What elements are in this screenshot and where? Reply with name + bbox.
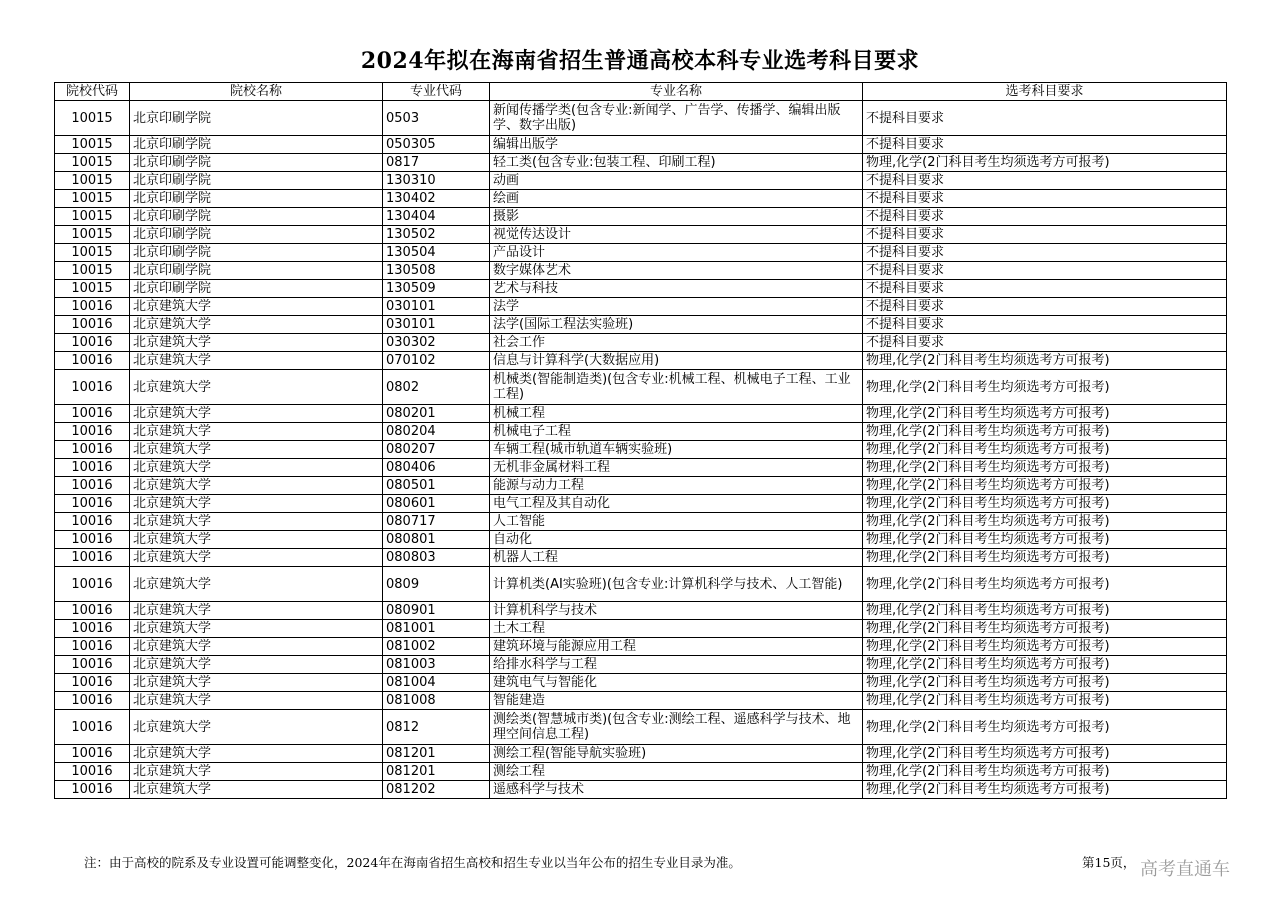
major-name-cell: 社会工作 bbox=[490, 334, 863, 352]
school-code-cell: 10016 bbox=[55, 441, 130, 459]
requirement-cell: 物理,化学(2门科目考生均须选考方可报考) bbox=[863, 441, 1227, 459]
table-row bbox=[55, 477, 1227, 495]
school-code-cell: 10015 bbox=[55, 190, 130, 208]
table-row bbox=[55, 244, 1227, 262]
requirement-cell: 物理,化学(2门科目考生均须选考方可报考) bbox=[863, 477, 1227, 495]
major-code-cell: 130310 bbox=[383, 172, 490, 190]
table-row bbox=[55, 674, 1227, 692]
major-name-cell: 法学(国际工程法实验班) bbox=[490, 316, 863, 334]
major-code-cell: 081003 bbox=[383, 656, 490, 674]
major-name-cell: 车辆工程(城市轨道车辆实验班) bbox=[490, 441, 863, 459]
school-name-cell: 北京建筑大学 bbox=[130, 692, 383, 710]
requirement-cell: 物理,化学(2门科目考生均须选考方可报考) bbox=[863, 710, 1227, 745]
major-code-cell: 081004 bbox=[383, 674, 490, 692]
major-code-cell: 130402 bbox=[383, 190, 490, 208]
school-code-cell: 10016 bbox=[55, 763, 130, 781]
school-code-cell: 10016 bbox=[55, 656, 130, 674]
requirement-cell: 不提科目要求 bbox=[863, 244, 1227, 262]
major-code-cell: 0809 bbox=[383, 567, 490, 602]
major-name-cell: 编辑出版学 bbox=[490, 136, 863, 154]
major-name-cell: 机器人工程 bbox=[490, 549, 863, 567]
table-row bbox=[55, 298, 1227, 316]
school-code-cell: 10015 bbox=[55, 172, 130, 190]
school-code-cell: 10015 bbox=[55, 101, 130, 136]
school-name-cell: 北京建筑大学 bbox=[130, 423, 383, 441]
major-name-cell: 轻工类(包含专业:包装工程、印刷工程) bbox=[490, 154, 863, 172]
school-code-cell: 10016 bbox=[55, 459, 130, 477]
major-name-cell: 绘画 bbox=[490, 190, 863, 208]
requirement-cell: 不提科目要求 bbox=[863, 316, 1227, 334]
major-name-cell: 视觉传达设计 bbox=[490, 226, 863, 244]
school-name-cell: 北京建筑大学 bbox=[130, 638, 383, 656]
major-code-cell: 050305 bbox=[383, 136, 490, 154]
school-name-cell: 北京建筑大学 bbox=[130, 567, 383, 602]
requirement-cell: 不提科目要求 bbox=[863, 101, 1227, 136]
requirement-cell: 不提科目要求 bbox=[863, 136, 1227, 154]
major-code-cell: 080201 bbox=[383, 405, 490, 423]
requirement-cell: 不提科目要求 bbox=[863, 262, 1227, 280]
table-row bbox=[55, 459, 1227, 477]
school-code-cell: 10016 bbox=[55, 620, 130, 638]
table-row bbox=[55, 316, 1227, 334]
major-code-cell: 081201 bbox=[383, 745, 490, 763]
requirement-cell: 不提科目要求 bbox=[863, 334, 1227, 352]
school-code-cell: 10015 bbox=[55, 226, 130, 244]
table-body bbox=[55, 101, 1227, 799]
major-code-cell: 0817 bbox=[383, 154, 490, 172]
table-row bbox=[55, 352, 1227, 370]
table-row bbox=[55, 495, 1227, 513]
requirement-cell: 不提科目要求 bbox=[863, 208, 1227, 226]
table-row bbox=[55, 531, 1227, 549]
table-row bbox=[55, 781, 1227, 799]
major-name-cell: 动画 bbox=[490, 172, 863, 190]
requirement-cell: 不提科目要求 bbox=[863, 172, 1227, 190]
school-code-cell: 10016 bbox=[55, 513, 130, 531]
school-code-cell: 10016 bbox=[55, 567, 130, 602]
school-name-cell: 北京建筑大学 bbox=[130, 477, 383, 495]
requirement-cell: 物理,化学(2门科目考生均须选考方可报考) bbox=[863, 638, 1227, 656]
major-code-cell: 130509 bbox=[383, 280, 490, 298]
major-name-cell: 人工智能 bbox=[490, 513, 863, 531]
header-school-name: 院校名称 bbox=[130, 83, 383, 101]
major-name-cell: 机械类(智能制造类)(包含专业:机械工程、机械电子工程、工业工程) bbox=[490, 370, 863, 405]
major-name-cell: 数字媒体艺术 bbox=[490, 262, 863, 280]
table-row bbox=[55, 370, 1227, 405]
school-code-cell: 10015 bbox=[55, 154, 130, 172]
requirement-cell: 不提科目要求 bbox=[863, 226, 1227, 244]
requirement-cell: 不提科目要求 bbox=[863, 298, 1227, 316]
major-code-cell: 080406 bbox=[383, 459, 490, 477]
school-name-cell: 北京建筑大学 bbox=[130, 405, 383, 423]
major-name-cell: 计算机类(AI实验班)(包含专业:计算机科学与技术、人工智能) bbox=[490, 567, 863, 602]
requirement-cell: 物理,化学(2门科目考生均须选考方可报考) bbox=[863, 620, 1227, 638]
major-code-cell: 030101 bbox=[383, 298, 490, 316]
major-code-cell: 080801 bbox=[383, 531, 490, 549]
major-name-cell: 法学 bbox=[490, 298, 863, 316]
school-name-cell: 北京建筑大学 bbox=[130, 531, 383, 549]
school-name-cell: 北京建筑大学 bbox=[130, 745, 383, 763]
requirement-cell: 物理,化学(2门科目考生均须选考方可报考) bbox=[863, 495, 1227, 513]
major-code-cell: 0802 bbox=[383, 370, 490, 405]
major-name-cell: 无机非金属材料工程 bbox=[490, 459, 863, 477]
school-name-cell: 北京建筑大学 bbox=[130, 316, 383, 334]
requirement-cell: 物理,化学(2门科目考生均须选考方可报考) bbox=[863, 154, 1227, 172]
major-name-cell: 建筑环境与能源应用工程 bbox=[490, 638, 863, 656]
table-row bbox=[55, 620, 1227, 638]
school-name-cell: 北京建筑大学 bbox=[130, 441, 383, 459]
school-code-cell: 10016 bbox=[55, 692, 130, 710]
table-row bbox=[55, 190, 1227, 208]
school-code-cell: 10016 bbox=[55, 531, 130, 549]
major-name-cell: 摄影 bbox=[490, 208, 863, 226]
school-name-cell: 北京建筑大学 bbox=[130, 352, 383, 370]
major-name-cell: 自动化 bbox=[490, 531, 863, 549]
school-code-cell: 10016 bbox=[55, 781, 130, 799]
school-code-cell: 10015 bbox=[55, 280, 130, 298]
school-name-cell: 北京建筑大学 bbox=[130, 781, 383, 799]
requirement-cell: 物理,化学(2门科目考生均须选考方可报考) bbox=[863, 531, 1227, 549]
major-name-cell: 计算机科学与技术 bbox=[490, 602, 863, 620]
major-code-cell: 0503 bbox=[383, 101, 490, 136]
table-row bbox=[55, 549, 1227, 567]
major-name-cell: 电气工程及其自动化 bbox=[490, 495, 863, 513]
major-code-cell: 081202 bbox=[383, 781, 490, 799]
school-name-cell: 北京建筑大学 bbox=[130, 674, 383, 692]
major-name-cell: 测绘工程(智能导航实验班) bbox=[490, 745, 863, 763]
school-name-cell: 北京印刷学院 bbox=[130, 154, 383, 172]
school-code-cell: 10016 bbox=[55, 710, 130, 745]
school-code-cell: 10016 bbox=[55, 495, 130, 513]
requirement-cell: 物理,化学(2门科目考生均须选考方可报考) bbox=[863, 423, 1227, 441]
table-row bbox=[55, 763, 1227, 781]
requirement-cell: 物理,化学(2门科目考生均须选考方可报考) bbox=[863, 602, 1227, 620]
requirement-cell: 物理,化学(2门科目考生均须选考方可报考) bbox=[863, 656, 1227, 674]
major-code-cell: 080501 bbox=[383, 477, 490, 495]
header-major-name: 专业名称 bbox=[490, 83, 863, 101]
school-name-cell: 北京印刷学院 bbox=[130, 280, 383, 298]
major-name-cell: 土木工程 bbox=[490, 620, 863, 638]
school-code-cell: 10016 bbox=[55, 352, 130, 370]
table-row bbox=[55, 710, 1227, 745]
table-row bbox=[55, 226, 1227, 244]
school-code-cell: 10016 bbox=[55, 316, 130, 334]
major-name-cell: 给排水科学与工程 bbox=[490, 656, 863, 674]
requirement-cell: 物理,化学(2门科目考生均须选考方可报考) bbox=[863, 370, 1227, 405]
table-row bbox=[55, 280, 1227, 298]
table-row bbox=[55, 136, 1227, 154]
school-name-cell: 北京印刷学院 bbox=[130, 262, 383, 280]
school-code-cell: 10016 bbox=[55, 298, 130, 316]
major-name-cell: 建筑电气与智能化 bbox=[490, 674, 863, 692]
major-name-cell: 测绘工程 bbox=[490, 763, 863, 781]
school-code-cell: 10016 bbox=[55, 674, 130, 692]
major-code-cell: 080901 bbox=[383, 602, 490, 620]
table-row bbox=[55, 602, 1227, 620]
school-name-cell: 北京建筑大学 bbox=[130, 763, 383, 781]
school-code-cell: 10016 bbox=[55, 602, 130, 620]
major-code-cell: 070102 bbox=[383, 352, 490, 370]
requirement-cell: 物理,化学(2门科目考生均须选考方可报考) bbox=[863, 692, 1227, 710]
requirement-cell: 不提科目要求 bbox=[863, 280, 1227, 298]
school-code-cell: 10015 bbox=[55, 136, 130, 154]
major-name-cell: 遥感科学与技术 bbox=[490, 781, 863, 799]
table-row bbox=[55, 692, 1227, 710]
major-code-cell: 081002 bbox=[383, 638, 490, 656]
major-name-cell: 产品设计 bbox=[490, 244, 863, 262]
school-name-cell: 北京建筑大学 bbox=[130, 459, 383, 477]
school-code-cell: 10016 bbox=[55, 405, 130, 423]
major-code-cell: 081001 bbox=[383, 620, 490, 638]
subject-requirements-table bbox=[54, 82, 1227, 799]
major-code-cell: 080717 bbox=[383, 513, 490, 531]
school-name-cell: 北京印刷学院 bbox=[130, 136, 383, 154]
table-row bbox=[55, 513, 1227, 531]
school-code-cell: 10016 bbox=[55, 745, 130, 763]
school-code-cell: 10016 bbox=[55, 334, 130, 352]
school-name-cell: 北京建筑大学 bbox=[130, 710, 383, 745]
major-name-cell: 机械工程 bbox=[490, 405, 863, 423]
school-name-cell: 北京建筑大学 bbox=[130, 549, 383, 567]
school-code-cell: 10015 bbox=[55, 208, 130, 226]
table-row bbox=[55, 101, 1227, 136]
major-code-cell: 080207 bbox=[383, 441, 490, 459]
table-header-row bbox=[55, 83, 1227, 101]
major-code-cell: 0812 bbox=[383, 710, 490, 745]
requirement-cell: 物理,化学(2门科目考生均须选考方可报考) bbox=[863, 567, 1227, 602]
table-row bbox=[55, 405, 1227, 423]
requirement-cell: 物理,化学(2门科目考生均须选考方可报考) bbox=[863, 459, 1227, 477]
major-code-cell: 130404 bbox=[383, 208, 490, 226]
table-row bbox=[55, 423, 1227, 441]
major-name-cell: 测绘类(智慧城市类)(包含专业:测绘工程、遥感科学与技术、地理空间信息工程) bbox=[490, 710, 863, 745]
major-code-cell: 130508 bbox=[383, 262, 490, 280]
header-school-code: 院校代码 bbox=[55, 83, 130, 101]
school-name-cell: 北京印刷学院 bbox=[130, 101, 383, 136]
major-code-cell: 080601 bbox=[383, 495, 490, 513]
school-name-cell: 北京建筑大学 bbox=[130, 602, 383, 620]
school-code-cell: 10016 bbox=[55, 549, 130, 567]
requirement-cell: 物理,化学(2门科目考生均须选考方可报考) bbox=[863, 745, 1227, 763]
school-code-cell: 10016 bbox=[55, 423, 130, 441]
major-code-cell: 130502 bbox=[383, 226, 490, 244]
school-name-cell: 北京建筑大学 bbox=[130, 620, 383, 638]
table-row bbox=[55, 745, 1227, 763]
requirement-cell: 物理,化学(2门科目考生均须选考方可报考) bbox=[863, 549, 1227, 567]
table-row bbox=[55, 441, 1227, 459]
requirement-cell: 物理,化学(2门科目考生均须选考方可报考) bbox=[863, 513, 1227, 531]
school-code-cell: 10016 bbox=[55, 477, 130, 495]
table-row bbox=[55, 656, 1227, 674]
school-code-cell: 10016 bbox=[55, 370, 130, 405]
school-code-cell: 10015 bbox=[55, 244, 130, 262]
school-name-cell: 北京印刷学院 bbox=[130, 226, 383, 244]
major-code-cell: 081201 bbox=[383, 763, 490, 781]
watermark: 高考直通车 bbox=[1140, 859, 1230, 880]
major-code-cell: 081008 bbox=[383, 692, 490, 710]
footnote: 注：由于高校的院系及专业设置可能调整变化，2024年在海南省招生高校和招生专业以当年公布的招生专业目录为准。 bbox=[84, 855, 741, 870]
table-row bbox=[55, 567, 1227, 602]
table-row bbox=[55, 262, 1227, 280]
major-name-cell: 艺术与科技 bbox=[490, 280, 863, 298]
major-name-cell: 信息与计算科学(大数据应用) bbox=[490, 352, 863, 370]
table-row bbox=[55, 208, 1227, 226]
header-major-code: 专业代码 bbox=[383, 83, 490, 101]
school-code-cell: 10016 bbox=[55, 638, 130, 656]
major-code-cell: 030101 bbox=[383, 316, 490, 334]
table-row bbox=[55, 172, 1227, 190]
major-code-cell: 130504 bbox=[383, 244, 490, 262]
requirement-cell: 物理,化学(2门科目考生均须选考方可报考) bbox=[863, 405, 1227, 423]
requirement-cell: 物理,化学(2门科目考生均须选考方可报考) bbox=[863, 674, 1227, 692]
header-subject-requirement: 选考科目要求 bbox=[863, 83, 1227, 101]
document-title: 2024年拟在海南省招生普通高校本科专业选考科目要求 bbox=[360, 48, 920, 74]
school-name-cell: 北京建筑大学 bbox=[130, 656, 383, 674]
requirement-cell: 物理,化学(2门科目考生均须选考方可报考) bbox=[863, 781, 1227, 799]
table-row bbox=[55, 154, 1227, 172]
major-name-cell: 智能建造 bbox=[490, 692, 863, 710]
school-name-cell: 北京建筑大学 bbox=[130, 495, 383, 513]
school-name-cell: 北京印刷学院 bbox=[130, 172, 383, 190]
major-name-cell: 机械电子工程 bbox=[490, 423, 863, 441]
major-name-cell: 新闻传播学类(包含专业:新闻学、广告学、传播学、编辑出版学、数字出版) bbox=[490, 101, 863, 136]
school-name-cell: 北京印刷学院 bbox=[130, 190, 383, 208]
major-code-cell: 030302 bbox=[383, 334, 490, 352]
school-name-cell: 北京建筑大学 bbox=[130, 513, 383, 531]
requirement-cell: 物理,化学(2门科目考生均须选考方可报考) bbox=[863, 763, 1227, 781]
requirement-cell: 物理,化学(2门科目考生均须选考方可报考) bbox=[863, 352, 1227, 370]
table-row bbox=[55, 638, 1227, 656]
school-name-cell: 北京建筑大学 bbox=[130, 298, 383, 316]
major-name-cell: 能源与动力工程 bbox=[490, 477, 863, 495]
page-number: 第15页， bbox=[1082, 855, 1136, 870]
school-name-cell: 北京建筑大学 bbox=[130, 370, 383, 405]
school-name-cell: 北京印刷学院 bbox=[130, 244, 383, 262]
school-code-cell: 10015 bbox=[55, 262, 130, 280]
school-name-cell: 北京印刷学院 bbox=[130, 208, 383, 226]
requirement-cell: 不提科目要求 bbox=[863, 190, 1227, 208]
major-code-cell: 080204 bbox=[383, 423, 490, 441]
major-code-cell: 080803 bbox=[383, 549, 490, 567]
table-row bbox=[55, 334, 1227, 352]
school-name-cell: 北京建筑大学 bbox=[130, 334, 383, 352]
